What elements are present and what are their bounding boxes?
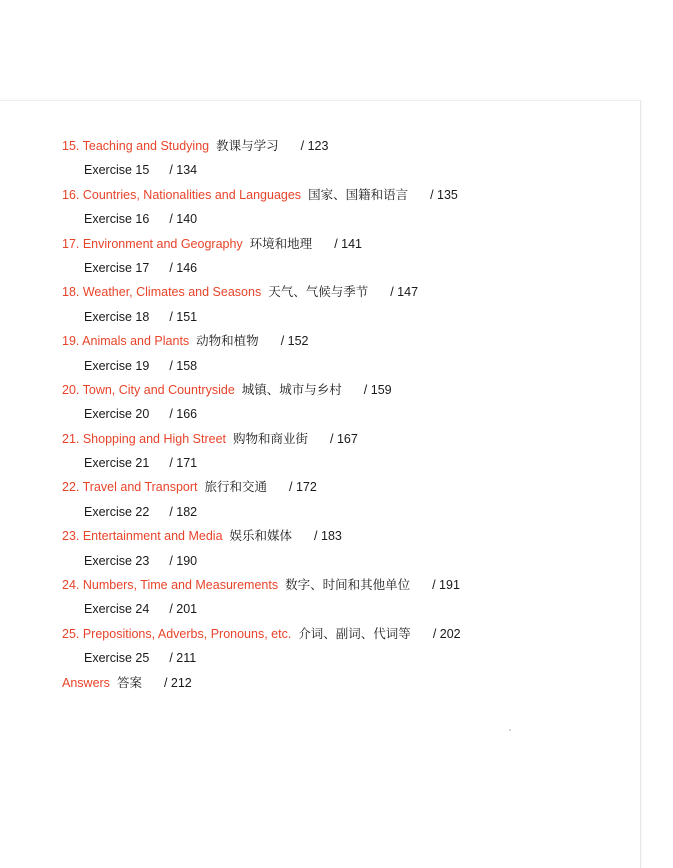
table-of-contents xyxy=(62,134,622,695)
toc-chapter-20[interactable] xyxy=(62,378,622,402)
toc-exercise-24[interactable] xyxy=(62,597,622,621)
exercise-page-number: / 140 xyxy=(169,212,198,227)
toc-exercise-18[interactable] xyxy=(62,305,622,329)
exercise-label: Exercise 18 xyxy=(84,309,150,324)
exercise-page-number: / 201 xyxy=(169,602,198,617)
toc-chapter-16[interactable] xyxy=(62,183,622,207)
toc-exercise-15[interactable] xyxy=(62,158,622,182)
chapter-page-number: / 159 xyxy=(363,382,392,397)
toc-chapter-19[interactable] xyxy=(62,329,622,353)
toc-chapter-25[interactable] xyxy=(62,622,622,646)
chapter-chinese-title: 娱乐和媒体 xyxy=(229,529,293,544)
chapter-title: 16. Countries, Nationalities and Languages xyxy=(62,187,302,202)
exercise-page-number: / 158 xyxy=(169,358,198,373)
toc-exercise-20[interactable] xyxy=(62,402,622,426)
chapter-title: 15. Teaching and Studying xyxy=(62,139,210,153)
exercise-label: Exercise 21 xyxy=(84,456,150,471)
chapter-chinese-title: 教课与学习 xyxy=(216,139,279,153)
toc-chapter-17[interactable] xyxy=(62,232,622,256)
toc-chapter-24[interactable] xyxy=(62,573,622,597)
chapter-title: 22. Travel and Transport xyxy=(62,480,198,495)
exercise-label: Exercise 17 xyxy=(84,260,150,275)
chapter-chinese-title: 购物和商业街 xyxy=(233,431,309,446)
exercise-page-number: / 166 xyxy=(169,407,198,422)
exercise-label: Exercise 19 xyxy=(84,358,150,373)
toc-exercise-17[interactable] xyxy=(62,256,622,280)
chapter-chinese-title: 介词、副词、代词等 xyxy=(298,626,411,641)
chapter-chinese-title: 城镇、城市与乡村 xyxy=(241,382,342,397)
toc-exercise-21[interactable] xyxy=(62,451,622,475)
exercise-label: Exercise 20 xyxy=(84,407,150,422)
chapter-page-number: / 141 xyxy=(334,236,362,251)
chapter-title: 21. Shopping and High Street xyxy=(62,431,227,446)
chapter-title: 17. Environment and Geography xyxy=(62,236,243,251)
toc-chapter-15[interactable] xyxy=(62,134,622,158)
exercise-label: Exercise 24 xyxy=(84,602,150,617)
chapter-chinese-title: 国家、国籍和语言 xyxy=(308,187,409,202)
chapter-page-number: / 172 xyxy=(289,480,317,495)
exercise-page-number: / 171 xyxy=(169,456,198,471)
chapter-title: 19. Animals and Plants xyxy=(62,334,190,349)
toc-exercise-23[interactable] xyxy=(62,549,622,573)
chapter-page-number: / 202 xyxy=(432,626,461,641)
exercise-page-number: / 151 xyxy=(169,309,198,324)
chapter-title: 23. Entertainment and Media xyxy=(62,529,223,544)
answers-chinese-title: 答案 xyxy=(116,675,142,690)
toc-exercise-16[interactable] xyxy=(62,207,622,231)
toc-answers[interactable] xyxy=(62,671,622,695)
chapter-title: 25. Prepositions, Adverbs, Pronouns, etc. xyxy=(62,626,292,641)
chapter-page-number: / 191 xyxy=(432,578,460,593)
exercise-page-number: / 134 xyxy=(169,163,198,178)
exercise-page-number: / 182 xyxy=(169,504,198,519)
chapter-chinese-title: 环境和地理 xyxy=(249,236,313,251)
chapter-chinese-title: 动物和植物 xyxy=(196,334,259,349)
exercise-label: Exercise 16 xyxy=(84,212,150,227)
exercise-label: Exercise 22 xyxy=(84,504,150,519)
chapter-title: 20. Town, City and Countryside xyxy=(62,382,235,397)
chapter-page-number: / 183 xyxy=(314,529,342,544)
chapter-chinese-title: 天气、气候与季节 xyxy=(268,285,369,300)
chapter-page-number: / 123 xyxy=(300,139,329,153)
chapter-chinese-title: 旅行和交通 xyxy=(204,480,268,495)
toc-exercise-25[interactable] xyxy=(62,646,622,670)
toc-exercise-22[interactable] xyxy=(62,500,622,524)
chapter-page-number: / 147 xyxy=(390,285,419,300)
toc-exercise-19[interactable] xyxy=(62,354,622,378)
toc-chapter-22[interactable] xyxy=(62,475,622,499)
exercise-label: Exercise 25 xyxy=(84,651,150,666)
toc-chapter-21[interactable] xyxy=(62,427,622,451)
chapter-page-number: / 167 xyxy=(330,431,358,446)
toc-chapter-23[interactable] xyxy=(62,524,622,548)
scan-speck xyxy=(509,729,511,731)
exercise-page-number: / 146 xyxy=(169,260,198,275)
exercise-page-number: / 190 xyxy=(169,553,198,568)
exercise-label: Exercise 15 xyxy=(84,163,150,178)
chapter-page-number: / 135 xyxy=(430,187,458,202)
exercise-page-number: / 211 xyxy=(169,651,197,666)
toc-chapter-18[interactable] xyxy=(62,280,622,304)
chapter-title: 24. Numbers, Time and Measurements xyxy=(62,578,279,593)
answers-title: Answers xyxy=(62,675,110,690)
chapter-page-number: / 152 xyxy=(280,334,309,349)
answers-page-number: / 212 xyxy=(163,675,192,690)
chapter-title: 18. Weather, Climates and Seasons xyxy=(62,285,262,300)
exercise-label: Exercise 23 xyxy=(84,553,150,568)
chapter-chinese-title: 数字、时间和其他单位 xyxy=(285,578,411,593)
